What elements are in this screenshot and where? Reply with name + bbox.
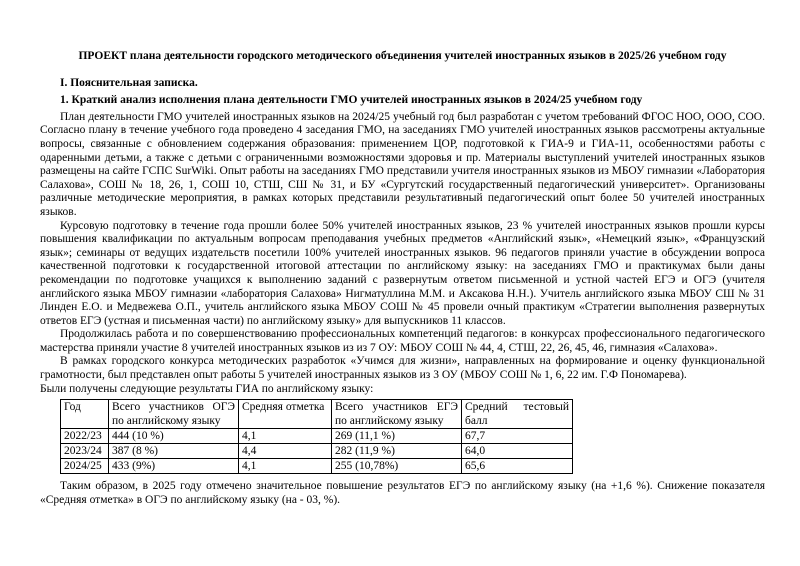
subsection-heading-brief-analysis: 1. Краткий анализ исполнения плана деятельности ГМО учителей иностранных языков в 2024/25 учебном году bbox=[60, 94, 643, 107]
results-table-header-cell: Средняя отметка bbox=[239, 400, 332, 429]
results-table-cell: 2022/23 bbox=[61, 429, 109, 444]
results-table-cell: 2023/24 bbox=[61, 444, 109, 459]
results-table-body bbox=[61, 429, 573, 474]
results-table-row bbox=[61, 444, 573, 459]
paragraph-city-contest: В рамках городского конкурса методических разработок «Учимся для жизни», направленных на формирование и оценку функциональной грамотности, был представлен опыт работы 5 учителей иностранных языков из 3 ОУ (МБОУ СОШ № 1, 6, 22 им. Г.Ф Пономарева). bbox=[40, 355, 765, 382]
results-table-cell: 4,1 bbox=[239, 459, 332, 474]
results-table-cell: 269 (11,1 %) bbox=[332, 429, 462, 444]
results-table-cell: 64,0 bbox=[462, 444, 573, 459]
results-table-cell: 67,7 bbox=[462, 429, 573, 444]
results-table-cell: 255 (10,78%) bbox=[332, 459, 462, 474]
results-table bbox=[60, 399, 573, 474]
results-table-cell: 387 (8 %) bbox=[109, 444, 239, 459]
results-table-cell: 282 (11,9 %) bbox=[332, 444, 462, 459]
results-table-cell: 65,6 bbox=[462, 459, 573, 474]
results-table-cell: 4,4 bbox=[239, 444, 332, 459]
paragraph-course-training: Курсовую подготовку в течение года прошли более 50% учителей иностранных языков, 23 % учителей иностранных языков прошли курсы повышения квалификации по актуальным вопросам преподавания учебных предметов «Английский язык», «Немецкий язык», «Французский язык»; семинары от ведущих издательств посетили 100% учителей иностранных языков. 96 педагогов приняли участие в обсуждении вопроса качественной подготовки к государственной итоговой аттестации по английскому языку: на заседаниях ГМО и практикумах были даны рекомендации по подготовке учащихся к выполнению заданий с развернутым ответом письменной и устной частей ЕГЭ и ОГЭ (учителя английского языка МБОУ гимназии «лаборатория Салахова» Нигматуллина М.М. и Аксакова Н.Н.). Учитель английского языка МБОУ СШ № 31 Линден Е.О. и Медвежева О.П., учитель английского языка МБОУ СОШ № 45 провели очный практикум «Стратегии выполнения развернутых ответов ЕГЭ (устная и письменная части) по английскому языку» для выпускников 11 классов. bbox=[40, 219, 765, 327]
results-table-header-cell: Всего участников ОГЭ по английскому языку bbox=[109, 400, 239, 429]
results-table-row bbox=[61, 429, 573, 444]
document-title: ПРОЕКТ плана деятельности городского методического объединения учителей иностранных языков в 2025/26 учебном году bbox=[78, 50, 727, 62]
paragraph-conclusion: Таким образом, в 2025 году отмечено значительное повышение результатов ЕГЭ по английскому языку (на +1,6 %). Снижение показателя «Средняя отметка» в ОГЭ по английскому языку (на - 03, %). bbox=[40, 480, 765, 506]
results-intro-line: Были получены следующие результаты ГИА по английскому языку: bbox=[40, 382, 374, 395]
results-table-cell: 2024/25 bbox=[61, 459, 109, 474]
results-table-cell: 4,1 bbox=[239, 429, 332, 444]
paragraph-professional-competitions: Продолжилась работа и по совершенствованию профессиональных компетенций педагогов: в конкурсах профессионального педагогического мастерства приняли участие 8 учителей иностранных языков из из 7 ОУ: МБОУ СОШ № 44, 4, СТШ, 22, 26, 45, 46, гимназия «Салахова». bbox=[40, 328, 765, 354]
results-table-header-row bbox=[61, 400, 573, 429]
results-table-header-cell: Всего участников ЕГЭ по английскому языку bbox=[332, 400, 462, 429]
paragraph-plan-overview: План деятельности ГМО учителей иностранных языков на 2024/25 учебный год был разработан с учетом требований ФГОС НОО, ООО, СОО. Согласно плану в течение учебного года проведено 4 заседания ГМО, на заседаниях ГМО учителей иностранных языков рассмотрены актуальные вопросы, связанные с обновлением содержания образования: применением ЦОР, подготовкой к ГИА-9 и ГИА-11, особенностями работы с одаренными детьми, а также с детьми с ограниченными возможностями здоровья и пр. Материалы выступлений учителей иностранных языков размещены на сайте ГСПС SurWiki. Опыт работы на заседаниях ГМО представили учителя иностранных языков из МБОУ гимназии «Лаборатория Салахова», СОШ № 18, 26, 1, СОШ 10, СТШ, СШ № 31, и БУ «Сургутский государственный педагогический университет». Организованы различные методические мероприятия, в рамках которых представили результативный педагогический опыт более 50 учителей иностранных языков. bbox=[40, 110, 765, 218]
section-heading-explanatory-note: I. Пояснительная записка. bbox=[60, 76, 198, 89]
results-table-header-cell: Средний тестовый балл bbox=[462, 400, 573, 429]
results-table-row bbox=[61, 459, 573, 474]
results-table-header-cell: Год bbox=[61, 400, 109, 429]
results-table-cell: 444 (10 %) bbox=[109, 429, 239, 444]
results-table-cell: 433 (9%) bbox=[109, 459, 239, 474]
